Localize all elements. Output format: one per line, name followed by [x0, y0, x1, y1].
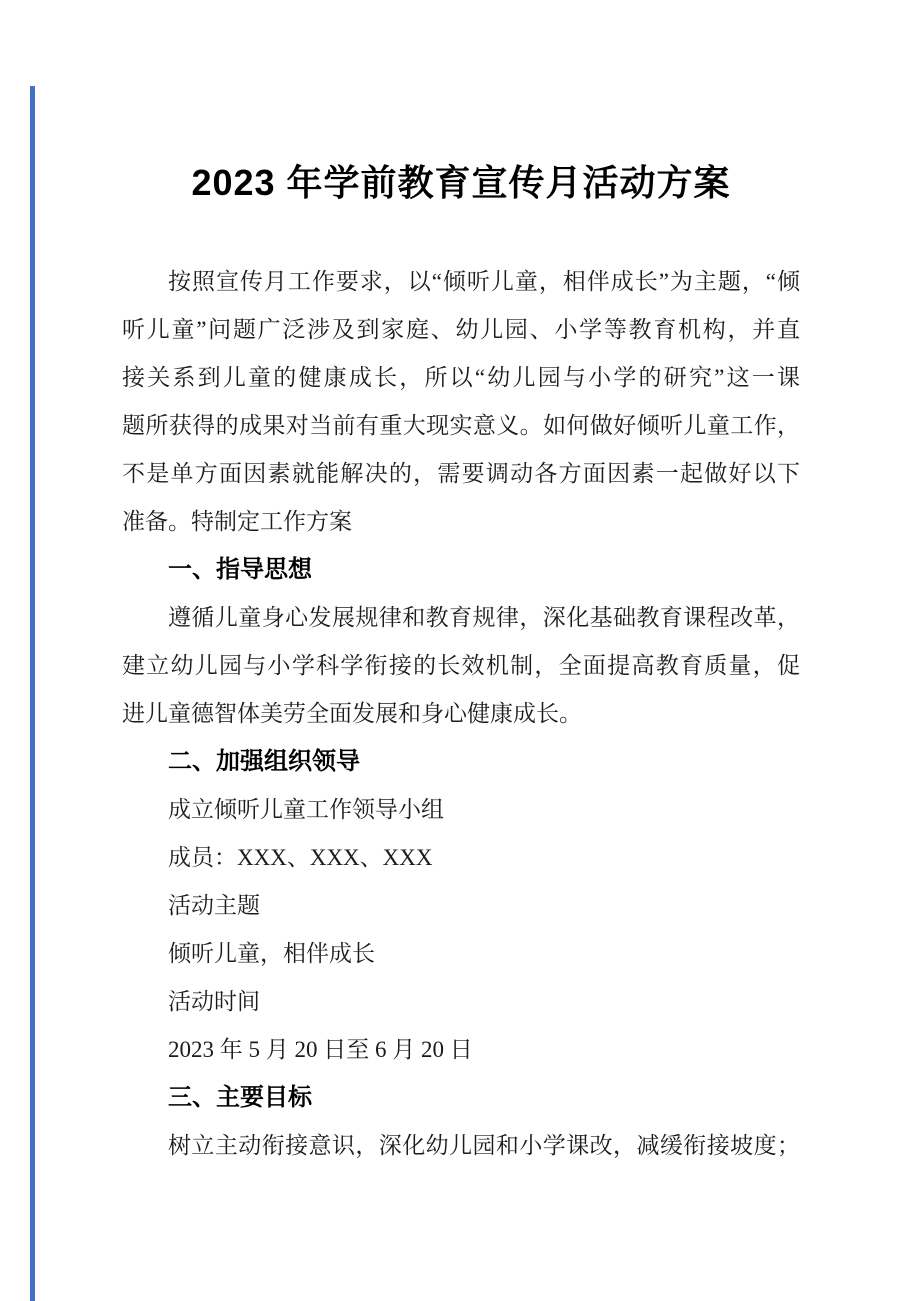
text-line: 进儿童德智体美劳全面发展和身心健康成长。 [122, 701, 582, 726]
text-line: 准备。特制定工作方案 [122, 509, 352, 534]
text-line: 树立主动衔接意识，深化幼儿园和小学课改，减缓衔接坡度； [168, 1133, 800, 1158]
text-line: 听儿童”问题广泛涉及到家庭、幼儿园、小学等教育机构，并直 [122, 317, 800, 342]
text-line: 活动时间 [168, 989, 260, 1014]
text-line: 成立倾听儿童工作领导小组 [168, 797, 444, 822]
text-line: 按照宣传月工作要求，以“倾听儿童，相伴成长”为主题，“倾 [168, 269, 800, 294]
text-line: 2023 年 5 月 20 日至 6 月 20 日 [168, 1037, 473, 1062]
text-line: 接关系到儿童的健康成长，所以“幼儿园与小学的研究”这一课 [122, 365, 800, 390]
document-title: 2023 年学前教育宣传月活动方案 [191, 162, 731, 203]
document-content [122, 159, 800, 1170]
text-line: 活动主题 [168, 893, 260, 918]
left-accent-bar [30, 86, 35, 1301]
section-heading: 三、主要目标 [168, 1084, 312, 1111]
section-heading: 一、指导思想 [168, 556, 312, 583]
text-line: 成员：XXX、XXX、XXX [168, 845, 433, 870]
text-line: 倾听儿童，相伴成长 [168, 941, 375, 966]
text-line: 不是单方面因素就能解决的，需要调动各方面因素一起做好以下 [122, 461, 800, 486]
section-heading: 二、加强组织领导 [168, 748, 360, 775]
text-line: 题所获得的成果对当前有重大现实意义。如何做好倾听儿童工作， [122, 413, 800, 438]
text-line: 遵循儿童身心发展规律和教育规律，深化基础教育课程改革， [168, 605, 800, 630]
document-body [122, 258, 800, 1170]
text-line: 建立幼儿园与小学科学衔接的长效机制，全面提高教育质量，促 [122, 653, 800, 678]
